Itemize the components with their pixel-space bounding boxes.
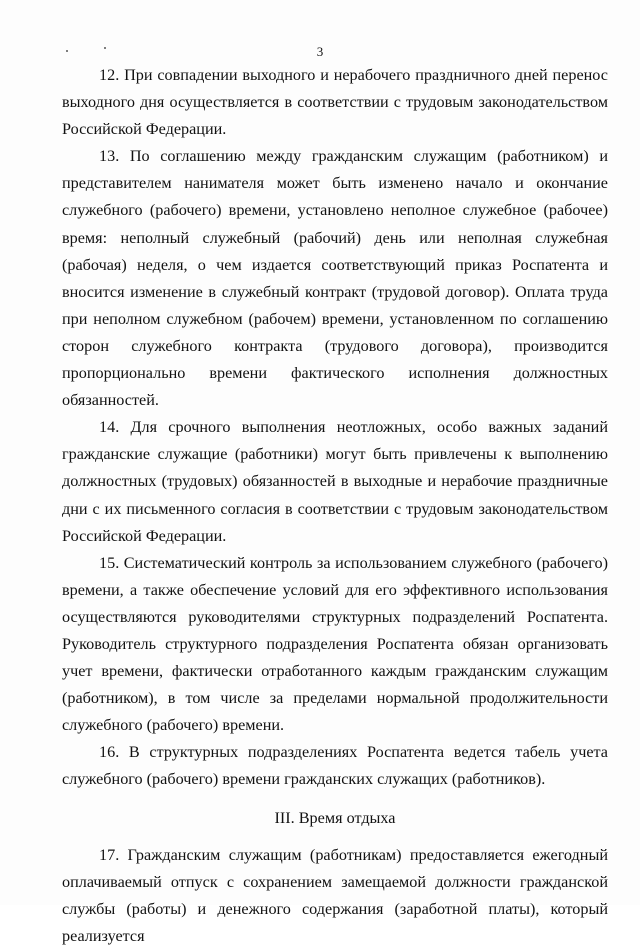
paragraph-17: 17. Гражданским служащим (работникам) предоставляется ежегодный оплачиваемый отпуск с сохранением замещаемой должности гражданской службы (работы) и денежного содержания (заработной платы), который реализуется [62,845,608,945]
page-number: 3 [316,44,324,59]
paragraph-12: 12. При совпадении выходного и нерабочего праздничного дней перенос выходного дня осуществляется в соответствии с трудовым законодательством Российской Федерации. [62,66,608,139]
paragraph-14: 14. Для срочного выполнения неотложных, особо важных заданий гражданские служащие (работники) могут быть привлечены к выполнению должностных (трудовых) обязанностей в выходные и нерабочие праздничные дни с их письменного согласия в соответствии с трудовым законодательством Российской Федерации. [62,418,608,545]
section-heading: III. Время отдыха [274,808,396,827]
paragraph-15: 15. Систематический контроль за использованием служебного (рабочего) времени, а также обеспечение условий для его эффективного использования осуществляются руководителями структурных подразделений Роспатента. Руководитель структурного подразделения Роспатента обязан организовать учет времени, фактически отработанного каждым гражданским служащим (работником), в том числе за пределами нормальной продолжительности служебного (рабочего) времени. [62,553,608,735]
paragraph-16: 16. В структурных подразделениях Роспатента ведется табель учета служебного (рабочего) времени гражданских служащих (работников). [62,743,608,789]
paragraph-13: 13. По соглашению между гражданским служащим (работником) и представителем нанимателя может быть изменено начало и окончание служебного (рабочего) времени, установлено неполное служебное (рабочее) время: неполный служебный (рабочий) день или неполная служебная (рабочая) неделя, о чем издается соответствующий приказ Роспатента и вносится изменение в служебный контракт (трудовой договор). Оплата труда при неполном служебном (рабочем) времени, установленном по соглашению сторон служебного контракта (трудового договора), производится пропорционально времени фактического исполнения должностных обязанностей. [62,147,608,410]
document-body [62,62,608,950]
